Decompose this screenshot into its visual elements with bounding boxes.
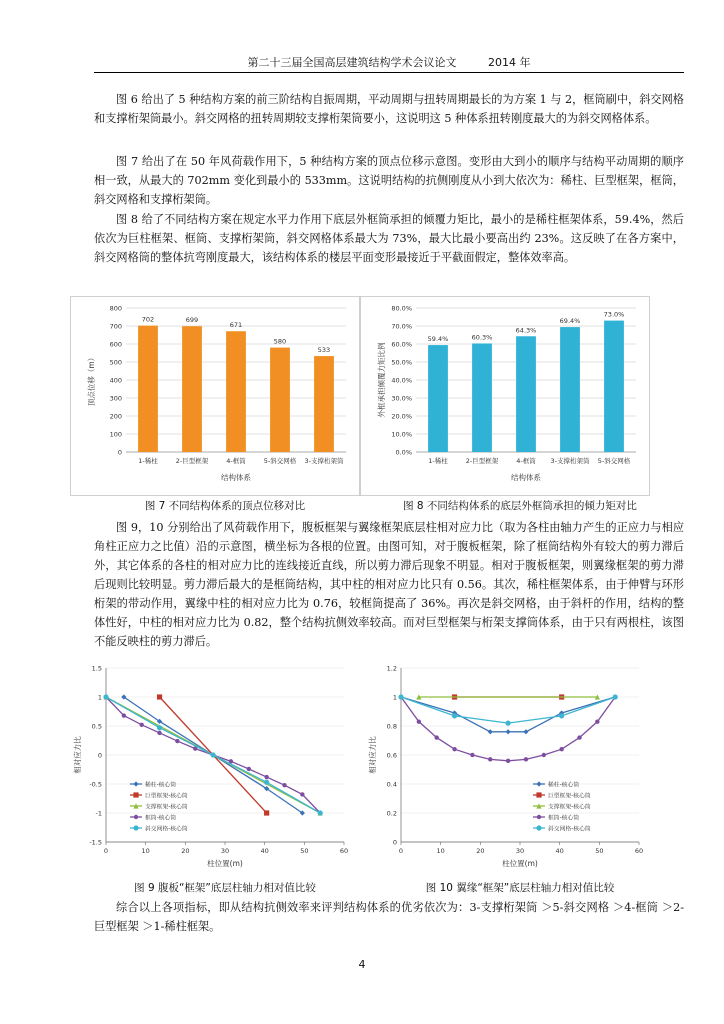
legend-entry: 稀柱-核心筒: [548, 782, 580, 789]
x-tick-label: 20: [181, 847, 190, 855]
figure-8-caption: 图 8 不同结构体系的底层外框筒承担的倾力矩对比: [403, 500, 637, 512]
y-tick-label: -1: [95, 809, 102, 818]
bar-data-label: 59.4%: [427, 335, 449, 344]
x-tick-label: 1-稀柱: [428, 457, 448, 465]
y-tick-label: -1.5: [89, 838, 102, 847]
paragraph-fig9-10: 图 9，10 分别给出了风荷载作用下，腹板框架与翼缘框架底层柱相对应力比（取为各柱由轴力产生的正应力与相应角柱正应力之比值）沿的示意图，横坐标为各根的位置。由图可知，对于腹板框架，除了框筒结构外有较大的剪力滞后外，其它体系的各柱的相对应力比的连线接近直线，所以剪力滞后现象不明显。相对于腹板框架，则翼缘框架的剪力滞后现则比较明显。剪力滞后最大的是框筒结构，其中柱的相对应力比只有 0.56。其次，稀柱框架体系，由于伸臂与环形桁架的带动作用，翼缘中柱的相对应力比为 0.76，较框筒提高了 36%。再次是斜交网格，由于斜杆的作用，结构的整体性好，中柱的相对应力比为 0.82，整个结构抗侧效率较高。而对巨型框架与桁架支撑筒体系，由于只有两根柱，该图不能反映柱的剪力滞后。: [94, 521, 685, 648]
x-tick-label: 0: [103, 847, 109, 855]
x-marker: [542, 753, 546, 757]
bar: [604, 321, 624, 452]
circle-marker: [536, 825, 541, 830]
diamond-marker: [536, 781, 541, 786]
figure-9-caption: 图 9 腹板“框架”底层柱轴力相对值比较: [134, 882, 316, 894]
y-tick-label: 1: [392, 693, 397, 702]
circle-marker: [559, 713, 564, 718]
figure-9-chart: [70, 660, 360, 872]
x-tick-label: 20: [476, 847, 485, 855]
x-marker: [524, 757, 528, 761]
bar: [182, 326, 202, 452]
header-year: 2014 年: [488, 56, 531, 69]
figure-8-chart: [360, 296, 650, 496]
x-tick-label: 2-巨型框架: [175, 457, 209, 465]
bar: [138, 326, 158, 452]
bar-data-label: 73.0%: [603, 310, 625, 319]
paragraph-fig6: 图 6 给出了 5 种结构方案的前三阶结构自振周期，平动周期与扭转周期最长的为方案 1 与 2，框筒刷中，斜交网格和支撑桁架筒最小。斜交网格的扭转周期较支撑桁架筒要小，这说明这 5 种体系扭转刚度最大的为斜交网格体系。: [94, 93, 684, 125]
y-tick-label: -0.5: [89, 780, 102, 789]
y-tick-label: 600: [109, 340, 122, 349]
bar-data-label: 671: [229, 321, 243, 330]
y-tick-label: 0.8: [386, 722, 397, 731]
x-marker: [559, 747, 563, 751]
y-tick-label: 70.0%: [391, 322, 412, 331]
running-header: [94, 54, 684, 73]
x-marker: [264, 775, 268, 779]
y-tick-label: 30.0%: [391, 394, 412, 403]
series-line: [401, 697, 615, 732]
x-tick-label: 5-斜交网格: [263, 457, 297, 465]
x-marker: [175, 739, 179, 743]
bar: [226, 331, 246, 452]
figure-10-caption: 图 10 翼缘“框架”底层柱轴力相对值比较: [425, 882, 615, 894]
circle-marker: [103, 694, 108, 699]
square-marker: [536, 792, 541, 797]
figure-7-caption: 图 7 不同结构体系的顶点位移对比: [144, 500, 306, 512]
y-axis-title: 外框承担倾覆力矩比例: [377, 342, 386, 418]
circle-marker: [264, 780, 269, 785]
y-tick-label: 50.0%: [391, 358, 412, 367]
square-marker: [264, 810, 269, 815]
x-tick-label: 60: [339, 847, 349, 855]
circle-marker: [506, 721, 511, 726]
x-marker: [140, 723, 144, 727]
x-marker: [595, 719, 599, 723]
conference-title: 第二十三届全国高层建筑结构学术会议论文: [247, 56, 457, 69]
legend-entry: 巨型框架-核心筒: [548, 793, 591, 800]
circle-marker: [211, 752, 216, 757]
y-tick-label: 1: [97, 693, 102, 702]
y-tick-label: 200: [109, 412, 122, 421]
y-tick-label: 0.6: [386, 751, 397, 760]
y-axis-title: 顶点位移（m）: [87, 353, 96, 407]
y-tick-label: 400: [109, 376, 122, 385]
diamond-marker: [488, 729, 493, 734]
x-tick-label: 0: [398, 847, 404, 855]
legend-entry: 框筒-核心筒: [145, 815, 177, 822]
bar-data-label: 702: [141, 315, 155, 324]
circle-marker: [157, 725, 162, 730]
x-marker: [506, 759, 510, 763]
y-tick-label: 10.0%: [391, 430, 412, 439]
diamond-marker: [523, 729, 528, 734]
legend-entry: 支撑框架-核心筒: [548, 804, 591, 811]
y-tick-label: 100: [109, 430, 122, 439]
x-marker: [452, 747, 456, 751]
legend-entry: 支撑框架-核心筒: [145, 804, 188, 811]
x-tick-label: 60: [634, 847, 644, 855]
diamond-marker: [133, 781, 138, 786]
bar: [270, 348, 290, 452]
bar-data-label: 69.4%: [559, 317, 581, 326]
x-tick-label: 50: [595, 847, 604, 855]
bar: [472, 343, 492, 452]
x-marker: [157, 731, 161, 735]
y-tick-label: 0: [117, 448, 122, 457]
x-marker: [435, 735, 439, 739]
x-marker: [247, 767, 251, 771]
y-axis-title: 相对应力比: [368, 736, 377, 774]
x-tick-label: 1-稀柱: [138, 457, 158, 465]
x-axis-title: 柱位置(m): [207, 859, 243, 868]
y-tick-label: 700: [109, 322, 122, 331]
x-marker: [417, 719, 421, 723]
x-tick-label: 40: [555, 847, 564, 855]
square-marker: [133, 792, 138, 797]
legend-entry: 巨型框架-核心筒: [145, 793, 188, 800]
x-tick-label: 3-支撑桁架筒: [550, 457, 590, 465]
paragraph-fig8: 图 8 给了不同结构方案在规定水平力作用下底层外框筒承担的倾覆力矩比，最小的是稀柱框架体系，59.4%，然后依次为巨柱框架、框筒、支撑桁架筒，斜交网格体系最大为 73%，最大比最小要高出约 23%。这反映了在各方案中，斜交网格筒的整体抗弯刚度最大，该结构体系的楼层平面变形最接近于平截面假定，整体效率高。: [94, 213, 684, 264]
x-tick-label: 50: [300, 847, 309, 855]
bar: [314, 356, 334, 452]
x-tick-label: 4-框筒: [516, 457, 536, 465]
y-tick-label: 0.4: [386, 780, 397, 789]
circle-marker: [613, 694, 618, 699]
x-tick-label: 4-框筒: [226, 457, 246, 465]
circle-marker: [398, 694, 403, 699]
y-tick-label: 1.2: [386, 664, 397, 673]
x-marker: [300, 792, 304, 796]
y-tick-label: 60.0%: [391, 340, 412, 349]
circle-marker: [452, 713, 457, 718]
y-tick-label: 0: [97, 751, 102, 760]
y-tick-label: 0.2: [386, 809, 397, 818]
x-tick-label: 10: [141, 847, 150, 855]
series-line: [401, 697, 615, 723]
x-marker: [282, 783, 286, 787]
x-tick-label: 3-支撑桁架筒: [304, 457, 344, 465]
x-tick-label: 30: [515, 847, 525, 855]
bar-data-label: 533: [317, 346, 331, 355]
circle-marker: [318, 810, 323, 815]
y-tick-label: 0.0%: [395, 448, 412, 457]
diamond-marker: [506, 729, 511, 734]
y-tick-label: 1.5: [91, 664, 102, 673]
bar-data-label: 60.3%: [471, 333, 493, 342]
x-axis-title: 结构体系: [511, 473, 541, 482]
x-marker: [134, 815, 138, 819]
legend-entry: 斜交网格-核心筒: [145, 826, 188, 833]
x-marker: [537, 815, 541, 819]
y-tick-label: 80.0%: [391, 304, 412, 313]
bar: [428, 345, 448, 452]
y-tick-label: 800: [109, 304, 122, 313]
bar: [516, 336, 536, 452]
circle-marker: [133, 825, 138, 830]
x-tick-label: 2-巨型框架: [465, 457, 499, 465]
x-marker: [577, 735, 581, 739]
page-number: 4: [358, 958, 366, 971]
x-tick-label: 10: [436, 847, 445, 855]
figure-7-chart: [70, 296, 360, 496]
bar-data-label: 64.3%: [515, 326, 537, 335]
x-marker: [488, 757, 492, 761]
paragraph-conclusion: 综合以上各项指标，即从结构抗侧效率来评判结构体系的优劣依次为：3-支撑桁架筒 ＞5-斜交网格 ＞4-框筒 ＞2-巨型框架 ＞1-稀柱框架。: [94, 901, 684, 933]
legend-entry: 斜交网格-核心筒: [548, 826, 591, 833]
x-marker: [122, 713, 126, 717]
y-tick-label: 300: [109, 394, 122, 403]
legend-entry: 框筒-核心筒: [548, 815, 580, 822]
y-tick-label: 40.0%: [391, 376, 412, 385]
x-marker: [470, 753, 474, 757]
paragraph-fig7: 图 7 给出了在 50 年风荷载作用下，5 种结构方案的顶点位移示意图。变形由大到小的顺序与结构平动周期的顺序相一致，从最大的 702mm 变化到最小的 533mm。这说明结构的抗侧刚度从小到大依次为：稀柱、巨型框架，框筒，斜交网格和支撑桁架筒。: [94, 155, 684, 206]
y-tick-label: 0: [392, 838, 397, 847]
x-tick-label: 40: [260, 847, 269, 855]
bar: [560, 327, 580, 452]
y-tick-label: 500: [109, 358, 122, 367]
y-tick-label: 0.5: [91, 722, 102, 731]
y-axis-title: 相对应力比: [73, 736, 82, 774]
x-tick-label: 5-斜交网格: [597, 457, 631, 465]
figure-10-chart: [365, 660, 655, 872]
square-marker: [157, 694, 162, 699]
x-axis-title: 柱位置(m): [502, 859, 538, 868]
x-tick-label: 30: [220, 847, 230, 855]
bar-data-label: 699: [185, 316, 199, 325]
y-tick-label: 20.0%: [391, 412, 412, 421]
x-axis-title: 结构体系: [221, 473, 251, 482]
legend-entry: 稀柱-核心筒: [145, 782, 177, 789]
bar-data-label: 580: [273, 337, 287, 346]
